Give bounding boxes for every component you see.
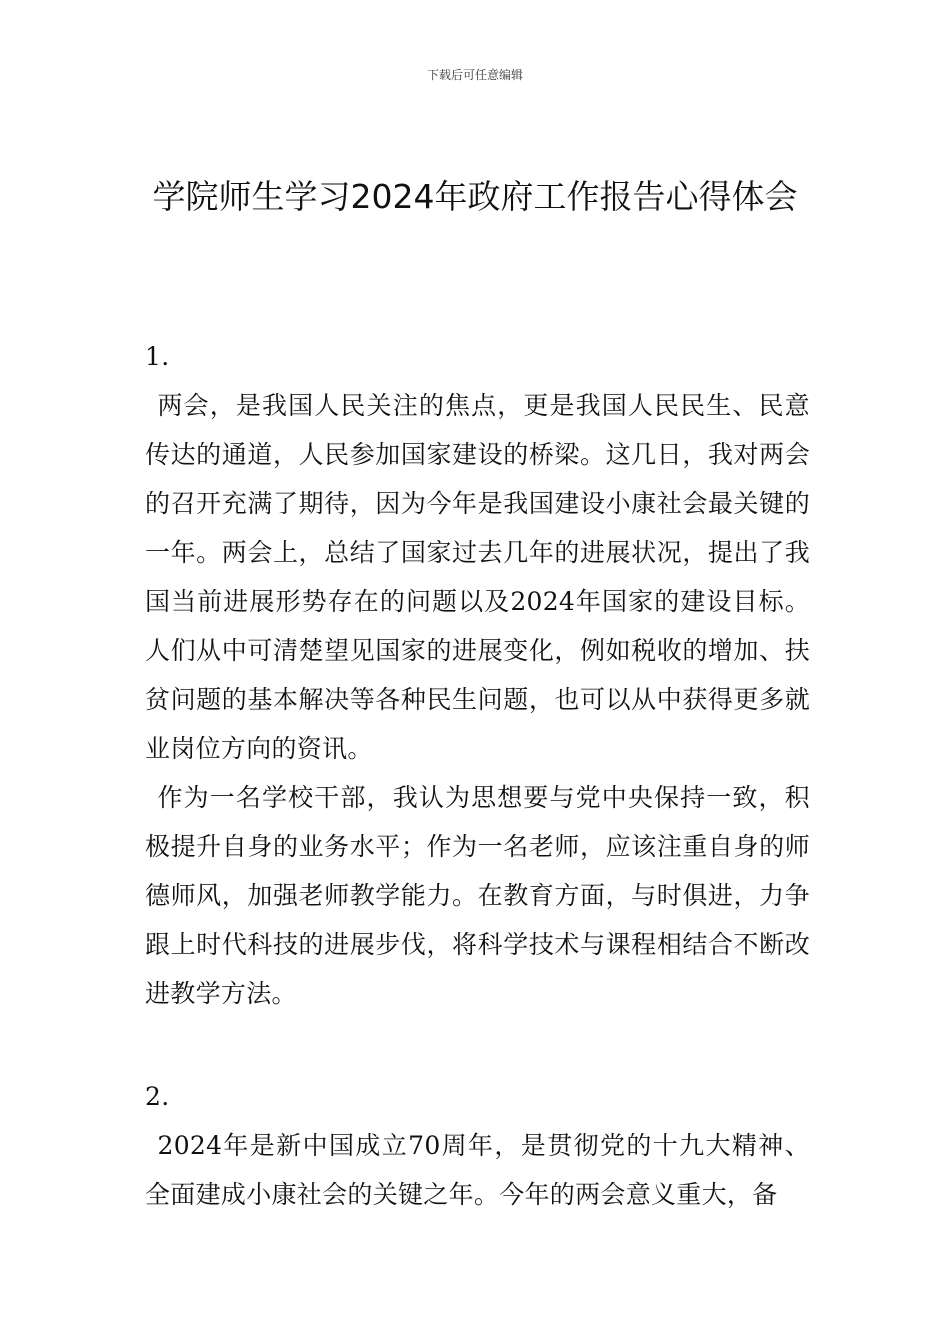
paragraph: 作为一名学校干部，我认为思想要与党中央保持一致，积极提升自身的业务水平；作为一名老师，应该注重自身的师德师风，加强老师教学能力。在教育方面，与时俱进，力争跟上时代科技的进展步伐，将科学技术与课程相结合不断改进教学方法。	[145, 783, 810, 1008]
paragraph: 两会，是我国人民关注的焦点，更是我国人民民生、民意传达的通道，人民参加国家建设的桥梁。这几日，我对两会的召开充满了期待，因为今年是我国建设小康社会最关键的一年。两会上，总结了国家过去几年的进展状况，提出了我国当前进展形势存在的问题以及2024年国家的建设目标。人们从中可清楚望见国家的进展变化，例如税收的增加、扶贫问题的基本解决等各种民生问题，也可以从中获得更多就业岗位方向的资讯。	[145, 391, 810, 763]
section-spacer	[145, 1018, 810, 1072]
section-number: 2.	[145, 1082, 170, 1111]
document-body	[145, 332, 810, 1219]
section-2	[145, 1072, 810, 1219]
paragraph: 2024年是新中国成立70周年，是贯彻党的十九大精神、全面建成小康社会的关键之年。今年的两会意义重大，备	[145, 1131, 810, 1209]
section-1	[145, 332, 810, 1018]
page-header-note: 下载后可任意编辑	[426, 68, 523, 82]
section-number: 1.	[145, 342, 170, 371]
document-title: 学院师生学习2024年政府工作报告心得体会	[152, 177, 798, 216]
